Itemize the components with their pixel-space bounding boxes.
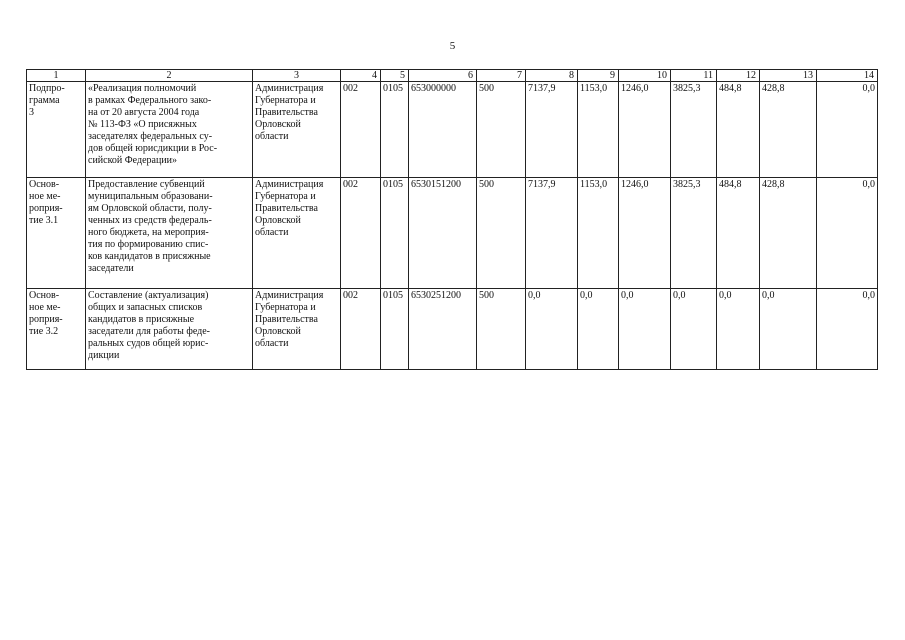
table-cell: 0105 — [381, 289, 409, 370]
table-cell: 6530151200 — [409, 178, 477, 289]
table-cell: 0,0 — [578, 289, 619, 370]
table-row — [27, 178, 878, 289]
row-executor-cell: Администрация Губернатора и Правительства Орловской области — [253, 82, 341, 178]
column-header-1: 1 — [27, 70, 86, 82]
column-header-2: 2 — [86, 70, 253, 82]
table-cell: 7137,9 — [526, 178, 578, 289]
table-cell: 500 — [477, 289, 526, 370]
table-cell: 653000000 — [409, 82, 477, 178]
row-name-cell: Предоставление субвенций муниципальным образовани- ям Орловской области, полу- ченных из средств федераль- ного бюджета, на мероприя- тия по формированию спис- ков кандидатов в присяжные заседатели — [86, 178, 253, 289]
table-cell: 0,0 — [817, 82, 878, 178]
column-header-7: 7 — [477, 70, 526, 82]
table-cell: 1246,0 — [619, 178, 671, 289]
table-cell: 0,0 — [817, 289, 878, 370]
row-name-cell: Составление (актуализация) общих и запасных списков кандидатов в присяжные заседатели для работы феде- ральных судов общей юрис- дикции — [86, 289, 253, 370]
table-cell: 428,8 — [760, 178, 817, 289]
table-cell: 1246,0 — [619, 82, 671, 178]
table-cell: 1153,0 — [578, 82, 619, 178]
row-type-cell: Подпро- грамма 3 — [27, 82, 86, 178]
row-type-cell: Основ- ное ме- роприя- тие 3.1 — [27, 178, 86, 289]
column-header-9: 9 — [578, 70, 619, 82]
table-cell: 002 — [341, 82, 381, 178]
table-cell: 500 — [477, 82, 526, 178]
column-header-13: 13 — [760, 70, 817, 82]
row-type-cell: Основ- ное ме- роприя- тие 3.2 — [27, 289, 86, 370]
column-header-8: 8 — [526, 70, 578, 82]
table-cell: 484,8 — [717, 82, 760, 178]
header-row — [27, 70, 878, 82]
table-cell: 0,0 — [671, 289, 717, 370]
column-header-12: 12 — [717, 70, 760, 82]
table-cell: 428,8 — [760, 82, 817, 178]
table-cell: 3825,3 — [671, 82, 717, 178]
table-row — [27, 82, 878, 178]
table-cell: 0,0 — [619, 289, 671, 370]
table-cell: 0105 — [381, 82, 409, 178]
column-header-3: 3 — [253, 70, 341, 82]
table-cell: 3825,3 — [671, 178, 717, 289]
table-cell: 484,8 — [717, 178, 760, 289]
row-name-cell: «Реализация полномочий в рамках Федерального зако- на от 20 августа 2004 года № 113-ФЗ «О присяжных заседателях федеральных су- дов общей юрисдикции в Рос- сийской Федерации» — [86, 82, 253, 178]
row-executor-cell: Администрация Губернатора и Правительства Орловской области — [253, 178, 341, 289]
column-header-4: 4 — [341, 70, 381, 82]
column-header-14: 14 — [817, 70, 878, 82]
table-cell: 002 — [341, 178, 381, 289]
table-cell: 500 — [477, 178, 526, 289]
table-cell: 1153,0 — [578, 178, 619, 289]
column-header-6: 6 — [409, 70, 477, 82]
row-executor-cell: Администрация Губернатора и Правительства Орловской области — [253, 289, 341, 370]
table-cell: 0,0 — [817, 178, 878, 289]
page-number: 5 — [449, 40, 456, 52]
table-cell: 0105 — [381, 178, 409, 289]
table-cell: 0,0 — [760, 289, 817, 370]
table-row — [27, 289, 878, 370]
table-cell: 6530251200 — [409, 289, 477, 370]
table-cell: 7137,9 — [526, 82, 578, 178]
table-cell: 002 — [341, 289, 381, 370]
table-cell: 0,0 — [717, 289, 760, 370]
column-header-5: 5 — [381, 70, 409, 82]
column-header-11: 11 — [671, 70, 717, 82]
table-cell: 0,0 — [526, 289, 578, 370]
column-header-10: 10 — [619, 70, 671, 82]
budget-program-table — [26, 69, 878, 370]
